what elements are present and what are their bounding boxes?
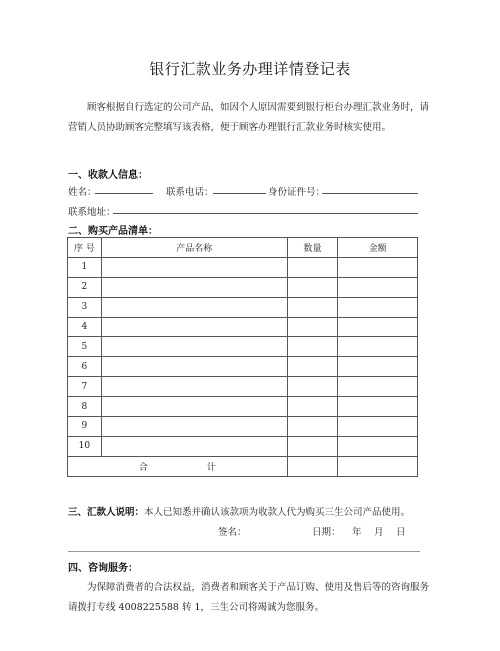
address-field[interactable] <box>113 213 418 214</box>
amount-cell[interactable] <box>338 297 418 317</box>
quantity-cell[interactable] <box>287 297 337 317</box>
amount-cell[interactable] <box>338 417 418 437</box>
quantity-cell[interactable] <box>287 436 337 456</box>
row-index: 3 <box>68 297 102 317</box>
row-index: 2 <box>68 277 102 297</box>
product-name-cell[interactable] <box>101 417 287 437</box>
table-row <box>68 317 418 337</box>
name-label: 姓名： <box>68 187 97 198</box>
table-row <box>68 417 418 437</box>
amount-cell[interactable] <box>338 337 418 357</box>
product-name-cell[interactable] <box>101 317 287 337</box>
table-row <box>68 436 418 456</box>
total-label: 合 计 <box>68 456 288 476</box>
row-index: 9 <box>68 417 102 437</box>
quantity-cell[interactable] <box>287 357 337 377</box>
quantity-cell[interactable] <box>287 257 337 277</box>
product-name-cell[interactable] <box>101 257 287 277</box>
product-name-cell[interactable] <box>101 436 287 456</box>
amount-cell[interactable] <box>338 257 418 277</box>
row-index: 6 <box>68 357 102 377</box>
id-number-label: 身份证件号： <box>268 187 326 198</box>
header-product-name: 产品名称 <box>101 238 287 258</box>
product-name-cell[interactable] <box>101 397 287 417</box>
section-remitter-heading: 三、汇款人说明： <box>68 507 145 518</box>
amount-cell[interactable] <box>338 357 418 377</box>
section-payee-heading: 一、收款人信息： <box>68 170 148 181</box>
quantity-cell[interactable] <box>287 397 337 417</box>
product-name-cell[interactable] <box>101 297 287 317</box>
amount-cell[interactable] <box>338 317 418 337</box>
remitter-statement <box>68 504 410 518</box>
date-day: 日 <box>396 527 406 538</box>
table-header-row <box>68 238 418 258</box>
table-row <box>68 377 418 397</box>
total-amount-cell[interactable] <box>338 456 418 476</box>
signature-label: 签名： <box>218 527 247 538</box>
quantity-cell[interactable] <box>287 417 337 437</box>
date-label: 日期： <box>312 527 341 538</box>
row-index: 7 <box>68 377 102 397</box>
row-index: 5 <box>68 337 102 357</box>
name-field[interactable] <box>95 193 153 194</box>
row-index: 4 <box>68 317 102 337</box>
table-row <box>68 397 418 417</box>
product-name-cell[interactable] <box>101 277 287 297</box>
row-index: 10 <box>68 436 102 456</box>
header-index: 序 号 <box>68 238 102 258</box>
signature-field[interactable] <box>244 533 294 534</box>
table-row <box>68 357 418 377</box>
amount-cell[interactable] <box>338 397 418 417</box>
date-year: 年 <box>352 527 362 538</box>
phone-label: 联系电话： <box>166 187 214 198</box>
section-service-heading: 四、咨询服务： <box>68 563 138 574</box>
product-name-cell[interactable] <box>101 377 287 397</box>
quantity-cell[interactable] <box>287 337 337 357</box>
header-amount: 金额 <box>338 238 418 258</box>
table-row <box>68 297 418 317</box>
amount-cell[interactable] <box>338 436 418 456</box>
address-label: 联系地址： <box>68 207 116 218</box>
quantity-cell[interactable] <box>287 317 337 337</box>
remitter-statement-text: 本人已知悉并确认该款项为收款人代为购买三生公司产品使用。 <box>144 507 411 518</box>
quantity-cell[interactable] <box>287 277 337 297</box>
table-row <box>68 277 418 297</box>
row-index: 1 <box>68 257 102 277</box>
product-name-cell[interactable] <box>101 337 287 357</box>
section-products-heading: 二、购买产品清单： <box>68 226 158 237</box>
product-name-cell[interactable] <box>101 357 287 377</box>
quantity-cell[interactable] <box>287 377 337 397</box>
intro-paragraph: 顾客根据自行选定的公司产品，如因个人原因需要到银行柜台办理汇款业务时，请营销人员协助顾客完整填写该表格，便于顾客办理银行汇款业务时核实使用。 <box>68 102 430 133</box>
header-quantity: 数量 <box>287 238 337 258</box>
form-title: 银行汇款业务办理详情登记表 <box>149 60 351 78</box>
section-divider <box>68 551 420 552</box>
product-table <box>67 237 418 477</box>
total-row <box>68 456 418 476</box>
phone-field[interactable] <box>213 193 266 194</box>
table-row <box>68 257 418 277</box>
date-month: 月 <box>374 527 384 538</box>
total-quantity-cell[interactable] <box>287 456 337 476</box>
service-paragraph: 为保障消费者的合法权益，消费者和顾客关于产品订购、使用及售后等的咨询服务请拨打专线 4008225588 转 1，三生公司将竭诚为您服务。 <box>68 582 430 613</box>
row-index: 8 <box>68 397 102 417</box>
amount-cell[interactable] <box>338 277 418 297</box>
id-number-field[interactable] <box>322 193 418 194</box>
table-row <box>68 337 418 357</box>
amount-cell[interactable] <box>338 377 418 397</box>
